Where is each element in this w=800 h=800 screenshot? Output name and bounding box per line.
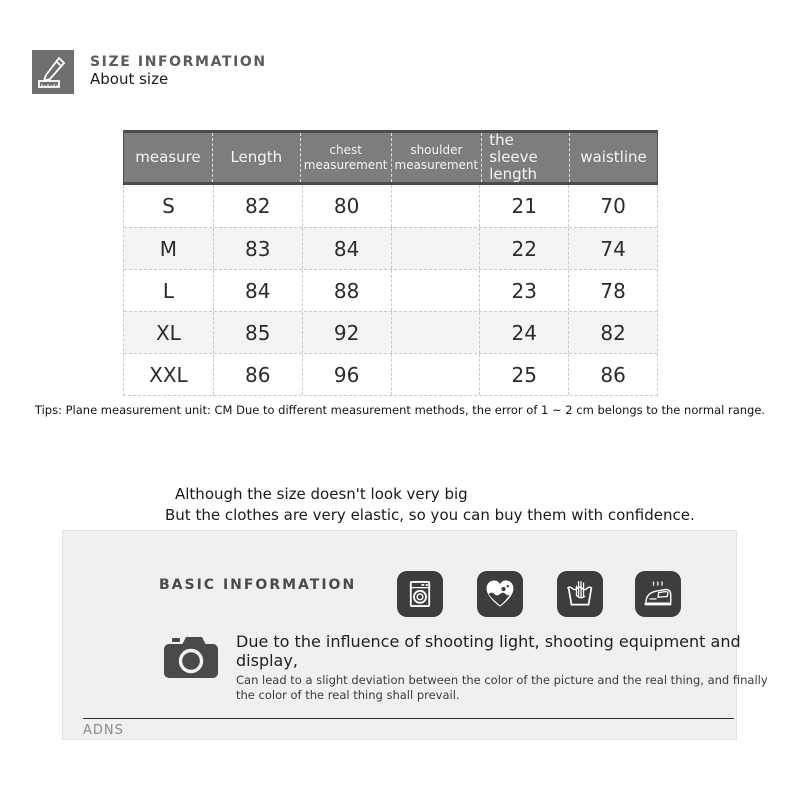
cell-size: L	[162, 278, 174, 303]
camera-icon	[162, 633, 220, 683]
col-header-measure: measure	[135, 148, 201, 166]
cell-sleeve: 25	[479, 354, 568, 395]
cell-length: 82	[213, 185, 302, 227]
col-header-shoulder: shoulder measurement	[391, 133, 482, 182]
measurement-tips: Tips: Plane measurement unit: CM Due to different measurement methods, the error of 1 ~ 2 cm belongs to the normal range.	[34, 403, 766, 417]
size-table-header-row	[123, 130, 658, 185]
cell-waistline: 74	[568, 228, 657, 269]
basic-information-section	[62, 530, 768, 740]
elastic-note-line2: But the clothes are very elastic, so you can buy them with confidence.	[165, 506, 695, 524]
cell-chest: 96	[302, 354, 391, 395]
page-subtitle: About size	[90, 70, 169, 88]
cell-size: XL	[155, 320, 181, 345]
table-row-xxl	[124, 353, 657, 395]
table-row-xl	[124, 311, 657, 353]
elastic-note	[165, 484, 695, 526]
color-notice	[236, 632, 781, 702]
col-header-length: Length	[212, 133, 300, 182]
cell-chest: 84	[302, 228, 391, 269]
iron-icon	[635, 571, 681, 617]
col-header-chest: chest measurement	[300, 133, 391, 182]
cell-sleeve: 22	[479, 228, 568, 269]
cell-length: 86	[213, 354, 302, 395]
table-row-s	[124, 185, 657, 227]
cell-size: M	[159, 236, 178, 261]
cell-waistline: 86	[568, 354, 657, 395]
brand-label: ADNS	[83, 723, 124, 738]
cell-waistline: 78	[568, 270, 657, 311]
cell-length: 85	[213, 312, 302, 353]
cell-shoulder	[391, 185, 480, 227]
size-table-body	[123, 185, 658, 396]
color-notice-body: Can lead to a slight deviation between the color of the picture and the real thing, and finally the color of the real thing shall prevail.	[236, 673, 768, 702]
table-row-m	[124, 227, 657, 269]
col-header-waistline: waistline	[569, 133, 657, 182]
cell-waistline: 70	[568, 185, 657, 227]
size-table	[123, 130, 658, 396]
page-title: SIZE INFORMATION	[90, 54, 267, 70]
col-header-sleeve: the sleeve length	[481, 133, 569, 182]
cell-waistline: 82	[568, 312, 657, 353]
cell-shoulder	[391, 312, 480, 353]
cell-length: 83	[213, 228, 302, 269]
brand-divider	[83, 718, 734, 719]
cell-size: XXL	[149, 362, 188, 387]
cell-chest: 88	[302, 270, 391, 311]
cell-sleeve: 21	[479, 185, 568, 227]
table-row-l	[124, 269, 657, 311]
cell-shoulder	[391, 228, 480, 269]
ruler-pencil-icon	[32, 50, 74, 94]
heart-care-icon	[477, 571, 523, 617]
cell-chest: 80	[302, 185, 391, 227]
basic-information-title: BASIC INFORMATION	[159, 577, 357, 593]
cell-shoulder	[391, 354, 480, 395]
cell-shoulder	[391, 270, 480, 311]
cell-sleeve: 23	[479, 270, 568, 311]
washing-machine-icon	[397, 571, 443, 617]
cell-sleeve: 24	[479, 312, 568, 353]
cell-length: 84	[213, 270, 302, 311]
color-notice-title: Due to the influence of shooting light, shooting equipment and display,	[236, 632, 741, 670]
cell-chest: 92	[302, 312, 391, 353]
cell-size: S	[162, 194, 175, 218]
hand-wash-icon	[557, 571, 603, 617]
elastic-note-line1: Although the size doesn't look very big	[175, 485, 468, 503]
